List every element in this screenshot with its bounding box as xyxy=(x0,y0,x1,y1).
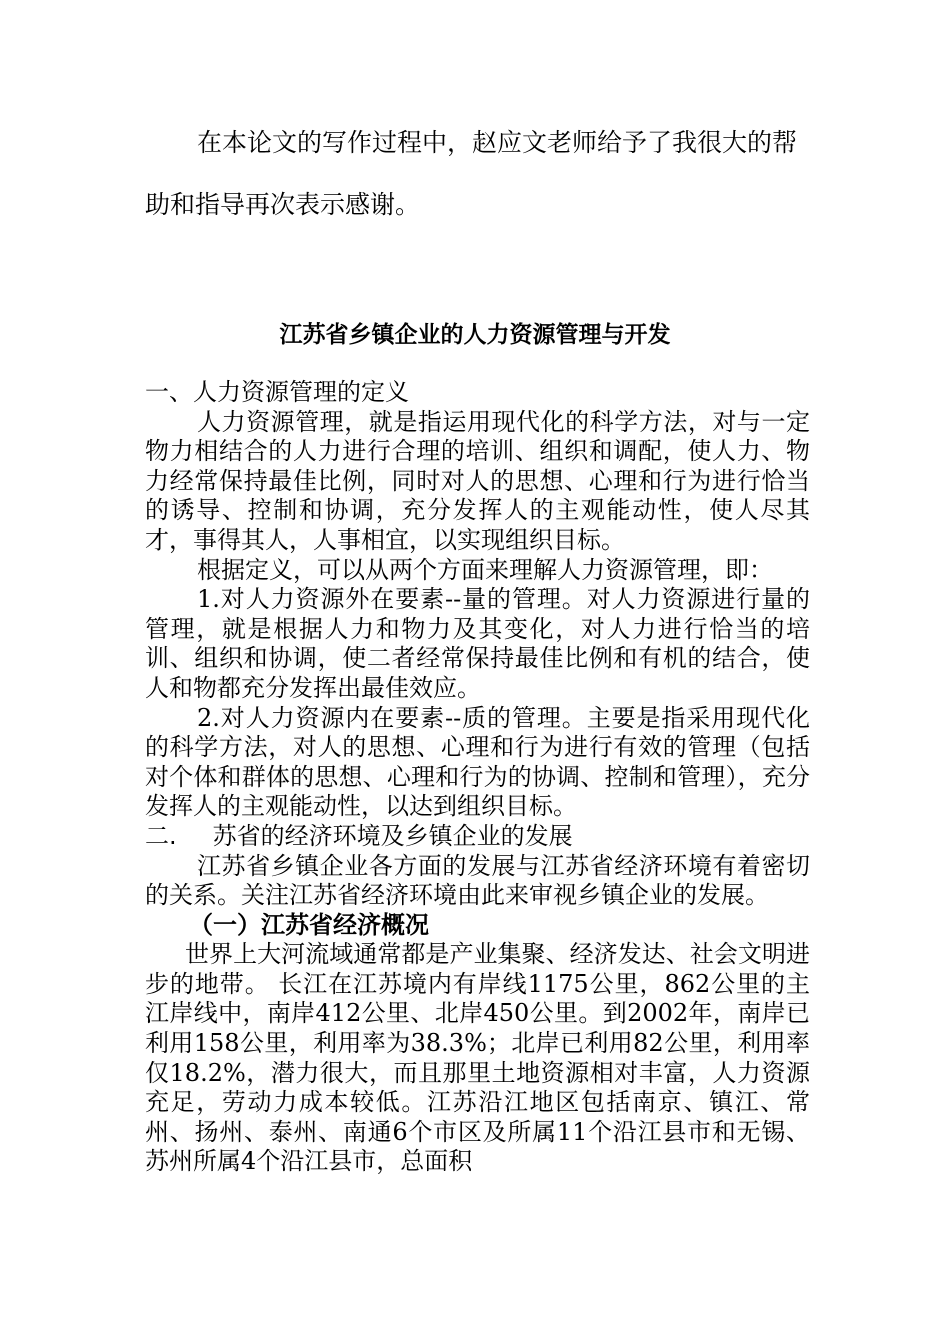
section-2-heading xyxy=(145,822,810,852)
section-2-subheading: （一）江苏省经济概况 xyxy=(189,910,429,939)
section-1-item-1: 1.对人力资源外在要素--量的管理。对人力资源进行量的管理，就是根据人力和物力及其变化，对人力进行恰当的培训、组织和协调，使二者经常保持最佳比例和有机的结合，使人和物都充分发挥出最佳效应。 xyxy=(145,585,810,702)
section-1-paragraph-1: 人力资源管理，就是指运用现代化的科学方法，对与一定物力相结合的人力进行合理的培训、组织和调配，使人力、物力经常保持最佳比例，同时对人的思想、心理和行为进行恰当的诱导、控制和协调，充分发挥人的主观能动性，使人尽其才，事得其人，人事相宜，以实现组织目标。 xyxy=(145,407,810,554)
section-1-item-2: 2.对人力资源内在要素--质的管理。主要是指采用现代化的科学方法，对人的思想、心理和行为进行有效的管理（包括对个体和群体的思想、心理和行为的协调、控制和管理），充分发挥人的主观能动性，以达到组织目标。 xyxy=(145,703,810,821)
section-1-paragraph-2: 根据定义，可以从两个方面来理解人力资源管理，即： xyxy=(197,555,773,584)
section-2-heading-text: 苏省的经济环境及乡镇企业的发展 xyxy=(212,821,573,850)
section-1-heading: 一、人力资源管理的定义 xyxy=(145,378,409,406)
section-2-heading-number: 二. xyxy=(145,821,177,850)
section-2-paragraph-1: 江苏省乡镇企业各方面的发展与江苏省经济环境有着密切的关系。关注江苏省经济环境由此来审视乡镇企业的发展。 xyxy=(145,851,810,910)
document-body xyxy=(145,378,810,1177)
section-2-paragraph-2: 世界上大河流域通常都是产业集聚、经济发达、社会文明进步的地带。 长江在江苏境内有岸线1175公里，862公里的主江岸线中，南岸412公里、北岸450公里。到2002年，南岸已利用158公里，利用率为38.3%；北岸已利用82公里，利用率仅18.2%，潜力很大，而且那里土地资源相对丰富，人力资源充足，劳动力成本较低。江苏沿江地区包括南京、镇江、常州、扬州、泰州、南通6个市区及所属11个沿江县市和无锡、苏州所属4个沿江县市，总面积 xyxy=(145,940,810,1176)
acknowledgement-paragraph: 在本论文的写作过程中，赵应文老师给予了我很大的帮助和指导再次表示感谢。 xyxy=(145,128,798,219)
document-title: 江苏省乡镇企业的人力资源管理与开发 xyxy=(279,322,671,348)
